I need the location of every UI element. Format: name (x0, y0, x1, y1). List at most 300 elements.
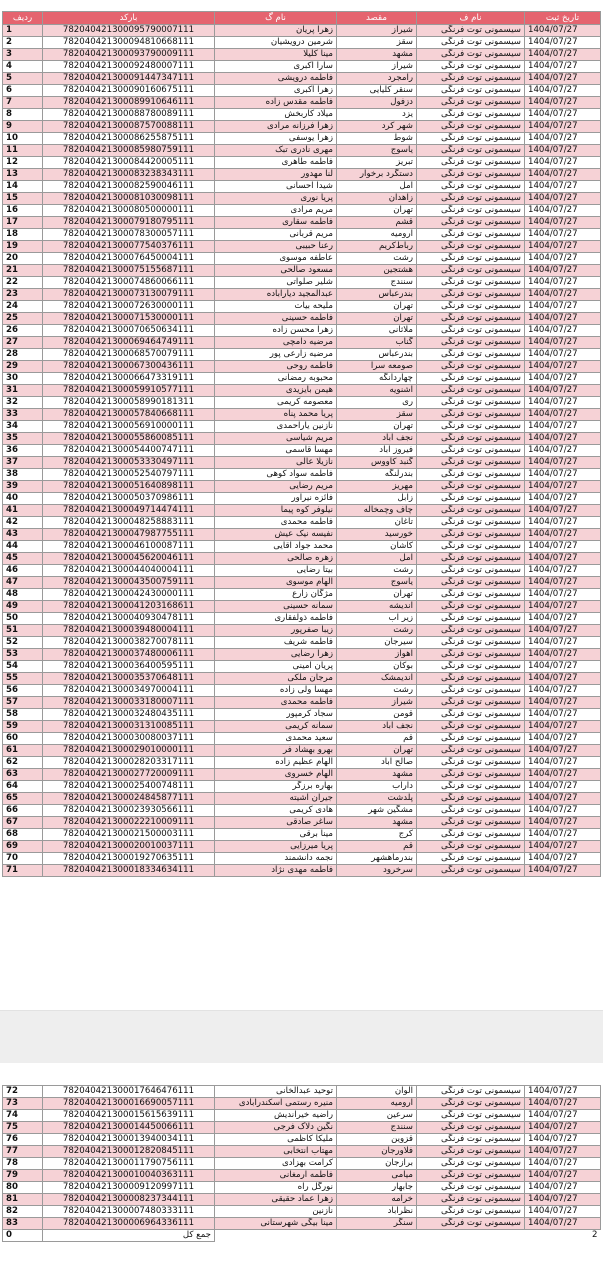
row-destination[interactable]: میامی (337, 1170, 417, 1182)
row-date[interactable]: 1404/07/27 (525, 685, 601, 697)
row-date[interactable]: 1404/07/27 (525, 361, 601, 373)
row-destination[interactable]: خرامه (337, 1194, 417, 1206)
row-product[interactable]: سیسمونی توت فرنگی (417, 193, 525, 205)
row-product[interactable]: سیسمونی توت فرنگی (417, 529, 525, 541)
row-date[interactable]: 1404/07/27 (525, 865, 601, 877)
row-destination[interactable]: شوط (337, 133, 417, 145)
row-recipient[interactable]: الهام خسروی (215, 769, 337, 781)
row-barcode[interactable]: 782040421300023930566111 (43, 805, 215, 817)
row-recipient[interactable]: فاطمه حسینی (215, 313, 337, 325)
row-destination[interactable]: قم (337, 841, 417, 853)
row-recipient[interactable]: ملیحه بیات (215, 301, 337, 313)
row-barcode[interactable]: 782040421300072630000111 (43, 301, 215, 313)
row-product[interactable]: سیسمونی توت فرنگی (417, 481, 525, 493)
row-destination[interactable]: سنندج (337, 1122, 417, 1134)
row-destination[interactable]: تاغان (337, 517, 417, 529)
row-destination[interactable]: نجف آباد (337, 433, 417, 445)
row-recipient[interactable]: فاطمه روحی (215, 361, 337, 373)
row-product[interactable]: سیسمونی توت فرنگی (417, 421, 525, 433)
row-barcode[interactable]: 782040421300070650634111 (43, 325, 215, 337)
row-barcode[interactable]: 782040421300071530000111 (43, 313, 215, 325)
row-barcode[interactable]: 782040421300077540376111 (43, 241, 215, 253)
row-recipient[interactable]: راضیه خیراندیش (215, 1110, 337, 1122)
row-index[interactable]: 61 (3, 745, 43, 757)
row-date[interactable]: 1404/07/27 (525, 1182, 601, 1194)
row-recipient[interactable]: زهرا عماد حقیقی (215, 1194, 337, 1206)
row-destination[interactable]: ارومیه (337, 1098, 417, 1110)
row-date[interactable]: 1404/07/27 (525, 289, 601, 301)
row-recipient[interactable]: فاطمه سواد کوهی (215, 469, 337, 481)
row-recipient[interactable]: جیران اشیته (215, 793, 337, 805)
row-index[interactable]: 4 (3, 61, 43, 73)
total-label[interactable]: جمع کل (43, 1230, 215, 1242)
row-date[interactable]: 1404/07/27 (525, 397, 601, 409)
row-destination[interactable]: چهاردانگه (337, 373, 417, 385)
row-barcode[interactable]: 782040421300019270635111 (43, 853, 215, 865)
row-recipient[interactable]: مهسا ولی زاده (215, 685, 337, 697)
row-index[interactable]: 2 (3, 37, 43, 49)
row-date[interactable]: 1404/07/27 (525, 1122, 601, 1134)
row-index[interactable]: 29 (3, 361, 43, 373)
row-product[interactable]: سیسمونی توت فرنگی (417, 325, 525, 337)
row-barcode[interactable]: 782040421300009120997111 (43, 1182, 215, 1194)
row-destination[interactable]: شهر کرد (337, 121, 417, 133)
row-destination[interactable]: نجف آباد (337, 721, 417, 733)
row-recipient[interactable]: شیدا احسانی (215, 181, 337, 193)
row-index[interactable]: 53 (3, 649, 43, 661)
row-date[interactable]: 1404/07/27 (525, 517, 601, 529)
row-destination[interactable]: سرعین (337, 1110, 417, 1122)
row-index[interactable]: 73 (3, 1098, 43, 1110)
row-recipient[interactable]: لنا مهدور (215, 169, 337, 181)
row-product[interactable]: سیسمونی توت فرنگی (417, 757, 525, 769)
row-date[interactable]: 1404/07/27 (525, 49, 601, 61)
row-barcode[interactable]: 782040421300024845877111 (43, 793, 215, 805)
row-product[interactable]: سیسمونی توت فرنگی (417, 205, 525, 217)
row-destination[interactable]: بندرعباس (337, 289, 417, 301)
row-barcode[interactable]: 782040421300067300436111 (43, 361, 215, 373)
row-recipient[interactable]: محمد جواد اقایی (215, 541, 337, 553)
row-recipient[interactable]: نازنین یاراحمدی (215, 421, 337, 433)
row-date[interactable]: 1404/07/27 (525, 1146, 601, 1158)
row-date[interactable]: 1404/07/27 (525, 265, 601, 277)
row-barcode[interactable]: 782040421300066473319111 (43, 373, 215, 385)
row-product[interactable]: سیسمونی توت فرنگی (417, 169, 525, 181)
row-index[interactable]: 60 (3, 733, 43, 745)
row-product[interactable]: سیسمونی توت فرنگی (417, 865, 525, 877)
row-index[interactable]: 83 (3, 1218, 43, 1230)
row-product[interactable]: سیسمونی توت فرنگی (417, 373, 525, 385)
row-date[interactable]: 1404/07/27 (525, 61, 601, 73)
row-product[interactable]: سیسمونی توت فرنگی (417, 505, 525, 517)
row-date[interactable]: 1404/07/27 (525, 241, 601, 253)
row-barcode[interactable]: 782040421300089910646111 (43, 97, 215, 109)
row-barcode[interactable]: 782040421300027720009111 (43, 769, 215, 781)
row-index[interactable]: 59 (3, 721, 43, 733)
row-destination[interactable]: رباط‌کریم (337, 241, 417, 253)
row-index[interactable]: 51 (3, 625, 43, 637)
row-destination[interactable]: صالح آباد (337, 757, 417, 769)
row-index[interactable]: 7 (3, 97, 43, 109)
row-recipient[interactable]: نیلوفر کوه پیما (215, 505, 337, 517)
row-index[interactable]: 45 (3, 553, 43, 565)
row-index[interactable]: 8 (3, 109, 43, 121)
row-barcode[interactable]: 782040421300030080037111 (43, 733, 215, 745)
row-date[interactable]: 1404/07/27 (525, 193, 601, 205)
row-index[interactable]: 38 (3, 469, 43, 481)
row-index[interactable]: 16 (3, 205, 43, 217)
row-recipient[interactable]: ساغر صادقی (215, 817, 337, 829)
row-date[interactable]: 1404/07/27 (525, 433, 601, 445)
row-index[interactable]: 36 (3, 445, 43, 457)
row-destination[interactable]: مشهد (337, 769, 417, 781)
row-date[interactable]: 1404/07/27 (525, 541, 601, 553)
row-date[interactable]: 1404/07/27 (525, 733, 601, 745)
row-date[interactable]: 1404/07/27 (525, 301, 601, 313)
row-product[interactable]: سیسمونی توت فرنگی (417, 853, 525, 865)
row-product[interactable]: سیسمونی توت فرنگی (417, 25, 525, 37)
row-barcode[interactable]: 782040421300068570079111 (43, 349, 215, 361)
row-index[interactable]: 41 (3, 505, 43, 517)
row-destination[interactable]: تهران (337, 205, 417, 217)
row-barcode[interactable]: 782040421300088780089111 (43, 109, 215, 121)
row-recipient[interactable]: فاطمه محمدی (215, 697, 337, 709)
row-date[interactable]: 1404/07/27 (525, 817, 601, 829)
row-recipient[interactable]: فائزه نیراور (215, 493, 337, 505)
row-date[interactable]: 1404/07/27 (525, 277, 601, 289)
row-barcode[interactable]: 782040421300038270078111 (43, 637, 215, 649)
row-recipient[interactable]: مرجان ملکی (215, 673, 337, 685)
row-recipient[interactable]: عاطفه موسوی (215, 253, 337, 265)
row-destination[interactable]: بندرعباس (337, 349, 417, 361)
row-index[interactable]: 23 (3, 289, 43, 301)
row-index[interactable]: 15 (3, 193, 43, 205)
row-date[interactable]: 1404/07/27 (525, 409, 601, 421)
row-product[interactable]: سیسمونی توت فرنگی (417, 313, 525, 325)
row-destination[interactable]: داراب (337, 781, 417, 793)
row-date[interactable]: 1404/07/27 (525, 457, 601, 469)
row-barcode[interactable]: 782040421300008237344111 (43, 1194, 215, 1206)
row-index[interactable]: 50 (3, 613, 43, 625)
row-date[interactable]: 1404/07/27 (525, 1158, 601, 1170)
row-product[interactable]: سیسمونی توت فرنگی (417, 229, 525, 241)
row-recipient[interactable]: بهاره برزگر (215, 781, 337, 793)
row-index[interactable]: 26 (3, 325, 43, 337)
row-recipient[interactable]: فاطمه مهدی نژاد (215, 865, 337, 877)
row-destination[interactable]: ری (337, 397, 417, 409)
row-barcode[interactable]: 782040421300092480007111 (43, 61, 215, 73)
row-destination[interactable]: سقز (337, 37, 417, 49)
row-recipient[interactable]: نازنین (215, 1206, 337, 1218)
row-index[interactable]: 74 (3, 1110, 43, 1122)
row-product[interactable]: سیسمونی توت فرنگی (417, 565, 525, 577)
row-destination[interactable]: شیراز (337, 61, 417, 73)
row-destination[interactable]: صومعه سرا (337, 361, 417, 373)
row-date[interactable]: 1404/07/27 (525, 73, 601, 85)
row-product[interactable]: سیسمونی توت فرنگی (417, 97, 525, 109)
row-recipient[interactable]: سارا اکبری (215, 61, 337, 73)
row-date[interactable]: 1404/07/27 (525, 625, 601, 637)
row-barcode[interactable]: 782040421300047987755111 (43, 529, 215, 541)
row-index[interactable]: 58 (3, 709, 43, 721)
row-recipient[interactable]: کرامت بهزادی (215, 1158, 337, 1170)
row-destination[interactable]: زیر آب (337, 613, 417, 625)
row-product[interactable]: سیسمونی توت فرنگی (417, 73, 525, 85)
row-date[interactable]: 1404/07/27 (525, 757, 601, 769)
row-index[interactable]: 30 (3, 373, 43, 385)
row-date[interactable]: 1404/07/27 (525, 145, 601, 157)
row-index[interactable]: 56 (3, 685, 43, 697)
row-date[interactable]: 1404/07/27 (525, 769, 601, 781)
row-destination[interactable]: بوکان (337, 661, 417, 673)
row-date[interactable]: 1404/07/27 (525, 445, 601, 457)
row-destination[interactable]: تهران (337, 421, 417, 433)
row-product[interactable]: سیسمونی توت فرنگی (417, 1194, 525, 1206)
row-product[interactable]: سیسمونی توت فرنگی (417, 445, 525, 457)
row-index[interactable]: 82 (3, 1206, 43, 1218)
row-index[interactable]: 63 (3, 769, 43, 781)
row-destination[interactable]: چاف وچمخاله (337, 505, 417, 517)
row-barcode[interactable]: 782040421300043500759111 (43, 577, 215, 589)
row-product[interactable]: سیسمونی توت فرنگی (417, 1170, 525, 1182)
row-product[interactable]: سیسمونی توت فرنگی (417, 385, 525, 397)
row-recipient[interactable]: پریا میرزایی (215, 841, 337, 853)
header-name[interactable]: نام گ (215, 12, 337, 25)
row-recipient[interactable]: معصومه کریمی (215, 397, 337, 409)
row-date[interactable]: 1404/07/27 (525, 157, 601, 169)
row-product[interactable]: سیسمونی توت فرنگی (417, 85, 525, 97)
row-destination[interactable]: اندیمشک (337, 673, 417, 685)
row-recipient[interactable]: پریان امینی (215, 661, 337, 673)
row-date[interactable]: 1404/07/27 (525, 229, 601, 241)
row-product[interactable]: سیسمونی توت فرنگی (417, 517, 525, 529)
row-product[interactable]: سیسمونی توت فرنگی (417, 277, 525, 289)
row-date[interactable]: 1404/07/27 (525, 133, 601, 145)
row-recipient[interactable]: مریم رضایی (215, 481, 337, 493)
header-date[interactable]: تاریخ ثبت (525, 12, 601, 25)
row-destination[interactable]: سرخرود (337, 865, 417, 877)
row-product[interactable]: سیسمونی توت فرنگی (417, 1134, 525, 1146)
row-date[interactable]: 1404/07/27 (525, 853, 601, 865)
row-product[interactable]: سیسمونی توت فرنگی (417, 1086, 525, 1098)
row-product[interactable]: سیسمونی توت فرنگی (417, 649, 525, 661)
row-product[interactable]: سیسمونی توت فرنگی (417, 841, 525, 853)
row-date[interactable]: 1404/07/27 (525, 25, 601, 37)
row-index[interactable]: 18 (3, 229, 43, 241)
row-product[interactable]: سیسمونی توت فرنگی (417, 289, 525, 301)
row-destination[interactable]: اندیشه (337, 601, 417, 613)
row-product[interactable]: سیسمونی توت فرنگی (417, 217, 525, 229)
row-date[interactable]: 1404/07/27 (525, 85, 601, 97)
row-recipient[interactable]: مینا کلیلا (215, 49, 337, 61)
row-destination[interactable]: قومن (337, 709, 417, 721)
header-product[interactable]: نام ف (417, 12, 525, 25)
row-barcode[interactable]: 782040421300059910577111 (43, 385, 215, 397)
row-date[interactable]: 1404/07/27 (525, 109, 601, 121)
row-recipient[interactable]: نجمه دانشمند (215, 853, 337, 865)
row-barcode[interactable]: 782040421300015615639111 (43, 1110, 215, 1122)
row-product[interactable]: سیسمونی توت فرنگی (417, 133, 525, 145)
row-product[interactable]: سیسمونی توت فرنگی (417, 37, 525, 49)
header-dest[interactable]: مقصد (337, 12, 417, 25)
row-product[interactable]: سیسمونی توت فرنگی (417, 121, 525, 133)
row-product[interactable]: سیسمونی توت فرنگی (417, 613, 525, 625)
row-index[interactable]: 43 (3, 529, 43, 541)
row-product[interactable]: سیسمونی توت فرنگی (417, 301, 525, 313)
row-destination[interactable]: فیروز آباد (337, 445, 417, 457)
row-destination[interactable]: نظرآباد (337, 1206, 417, 1218)
row-product[interactable]: سیسمونی توت فرنگی (417, 49, 525, 61)
row-product[interactable]: سیسمونی توت فرنگی (417, 349, 525, 361)
row-index[interactable]: 67 (3, 817, 43, 829)
row-date[interactable]: 1404/07/27 (525, 325, 601, 337)
row-destination[interactable]: تهران (337, 589, 417, 601)
row-recipient[interactable]: مینا برقی (215, 829, 337, 841)
row-index[interactable]: 19 (3, 241, 43, 253)
row-date[interactable]: 1404/07/27 (525, 745, 601, 757)
row-index[interactable]: 1 (3, 25, 43, 37)
row-date[interactable]: 1404/07/27 (525, 169, 601, 181)
row-index[interactable]: 12 (3, 157, 43, 169)
row-barcode[interactable]: 782040421300076450004111 (43, 253, 215, 265)
row-index[interactable]: 11 (3, 145, 43, 157)
row-barcode[interactable]: 782040421300034970004111 (43, 685, 215, 697)
row-product[interactable]: سیسمونی توت فرنگی (417, 1218, 525, 1230)
row-destination[interactable]: قزوین (337, 1134, 417, 1146)
row-date[interactable]: 1404/07/27 (525, 253, 601, 265)
row-recipient[interactable]: فاطمه مقدس زاده (215, 97, 337, 109)
row-destination[interactable]: زاهدان (337, 193, 417, 205)
row-date[interactable]: 1404/07/27 (525, 649, 601, 661)
row-destination[interactable]: کرج (337, 829, 417, 841)
row-barcode[interactable]: 782040421300075155687111 (43, 265, 215, 277)
row-index[interactable]: 52 (3, 637, 43, 649)
row-date[interactable]: 1404/07/27 (525, 97, 601, 109)
row-index[interactable]: 79 (3, 1170, 43, 1182)
row-barcode[interactable]: 782040421300087570088111 (43, 121, 215, 133)
row-recipient[interactable]: سمانه کریمی (215, 721, 337, 733)
row-recipient[interactable]: فاطمه درویشی (215, 73, 337, 85)
row-barcode[interactable]: 782040421300085980759111 (43, 145, 215, 157)
row-recipient[interactable]: بیتا رضایی (215, 565, 337, 577)
row-destination[interactable]: گناب (337, 337, 417, 349)
row-date[interactable]: 1404/07/27 (525, 1194, 601, 1206)
row-barcode[interactable]: 782040421300035370648111 (43, 673, 215, 685)
row-date[interactable]: 1404/07/27 (525, 469, 601, 481)
row-destination[interactable]: جابهار (337, 1182, 417, 1194)
row-barcode[interactable]: 782040421300093790009111 (43, 49, 215, 61)
row-product[interactable]: سیسمونی توت فرنگی (417, 673, 525, 685)
row-product[interactable]: سیسمونی توت فرنگی (417, 433, 525, 445)
row-barcode[interactable]: 782040421300025400748111 (43, 781, 215, 793)
row-destination[interactable]: بندرماهشهر (337, 853, 417, 865)
row-product[interactable]: سیسمونی توت فرنگی (417, 733, 525, 745)
row-destination[interactable]: اهواز (337, 649, 417, 661)
row-index[interactable]: 54 (3, 661, 43, 673)
row-product[interactable]: سیسمونی توت فرنگی (417, 769, 525, 781)
row-barcode[interactable]: 782040421300084420005111 (43, 157, 215, 169)
row-recipient[interactable]: مهری نادری تبک (215, 145, 337, 157)
row-product[interactable]: سیسمونی توت فرنگی (417, 397, 525, 409)
row-date[interactable]: 1404/07/27 (525, 349, 601, 361)
row-index[interactable]: 66 (3, 805, 43, 817)
row-barcode[interactable]: 782040421300053330497111 (43, 457, 215, 469)
row-index[interactable]: 10 (3, 133, 43, 145)
row-date[interactable]: 1404/07/27 (525, 589, 601, 601)
row-recipient[interactable]: پریا نوری (215, 193, 337, 205)
row-recipient[interactable]: مسعود صالحی (215, 265, 337, 277)
row-index[interactable]: 71 (3, 865, 43, 877)
row-index[interactable]: 75 (3, 1122, 43, 1134)
row-barcode[interactable]: 782040421300083238343111 (43, 169, 215, 181)
row-date[interactable]: 1404/07/27 (525, 373, 601, 385)
row-barcode[interactable]: 782040421300052540797111 (43, 469, 215, 481)
row-date[interactable]: 1404/07/27 (525, 421, 601, 433)
row-index[interactable]: 14 (3, 181, 43, 193)
row-destination[interactable]: رشت (337, 625, 417, 637)
row-barcode[interactable]: 782040421300081030098111 (43, 193, 215, 205)
row-product[interactable]: سیسمونی توت فرنگی (417, 805, 525, 817)
row-destination[interactable]: رشت (337, 565, 417, 577)
row-barcode[interactable]: 782040421300033180007111 (43, 697, 215, 709)
row-date[interactable]: 1404/07/27 (525, 697, 601, 709)
row-product[interactable]: سیسمونی توت فرنگی (417, 745, 525, 757)
row-product[interactable]: سیسمونی توت فرنگی (417, 241, 525, 253)
row-index[interactable]: 76 (3, 1134, 43, 1146)
header-idx[interactable]: ردیف (3, 12, 43, 25)
row-product[interactable]: سیسمونی توت فرنگی (417, 781, 525, 793)
row-recipient[interactable]: توحید عبدالخانی (215, 1086, 337, 1098)
row-barcode[interactable]: 782040421300040930478111 (43, 613, 215, 625)
row-destination[interactable]: آمل (337, 181, 417, 193)
row-destination[interactable]: فلاورجان (337, 1146, 417, 1158)
row-destination[interactable]: ارومیه (337, 229, 417, 241)
row-barcode[interactable]: 782040421300082590046111 (43, 181, 215, 193)
row-recipient[interactable]: شلیر صلواتی (215, 277, 337, 289)
row-recipient[interactable]: منیره رستمی اسکندرآبادی (215, 1098, 337, 1110)
row-recipient[interactable]: مرضیه زارعی پور (215, 349, 337, 361)
row-index[interactable]: 78 (3, 1158, 43, 1170)
row-index[interactable]: 55 (3, 673, 43, 685)
row-index[interactable]: 9 (3, 121, 43, 133)
row-date[interactable]: 1404/07/27 (525, 493, 601, 505)
row-product[interactable]: سیسمونی توت فرنگی (417, 637, 525, 649)
row-product[interactable]: سیسمونی توت فرنگی (417, 337, 525, 349)
row-index[interactable]: 48 (3, 589, 43, 601)
row-barcode[interactable]: 782040421300022210009111 (43, 817, 215, 829)
row-index[interactable]: 42 (3, 517, 43, 529)
row-product[interactable]: سیسمونی توت فرنگی (417, 361, 525, 373)
row-recipient[interactable]: فاطمه محمدی (215, 517, 337, 529)
row-product[interactable]: سیسمونی توت فرنگی (417, 817, 525, 829)
row-destination[interactable]: برازجان (337, 1158, 417, 1170)
row-destination[interactable]: پلدشت (337, 793, 417, 805)
row-index[interactable]: 64 (3, 781, 43, 793)
row-barcode[interactable]: 782040421300080500000111 (43, 205, 215, 217)
row-barcode[interactable]: 782040421300013940034111 (43, 1134, 215, 1146)
row-index[interactable]: 72 (3, 1086, 43, 1098)
row-index[interactable]: 33 (3, 409, 43, 421)
row-recipient[interactable]: عبدالمجید دیارآباده (215, 289, 337, 301)
row-destination[interactable]: رامجرد (337, 73, 417, 85)
row-date[interactable]: 1404/07/27 (525, 217, 601, 229)
row-product[interactable]: سیسمونی توت فرنگی (417, 265, 525, 277)
row-destination[interactable]: تهران (337, 313, 417, 325)
row-recipient[interactable]: سمانه حسینی (215, 601, 337, 613)
row-barcode[interactable]: 782040421300016690057111 (43, 1098, 215, 1110)
row-recipient[interactable]: زهرا محسن زاده (215, 325, 337, 337)
row-recipient[interactable]: مریم شیاسی (215, 433, 337, 445)
